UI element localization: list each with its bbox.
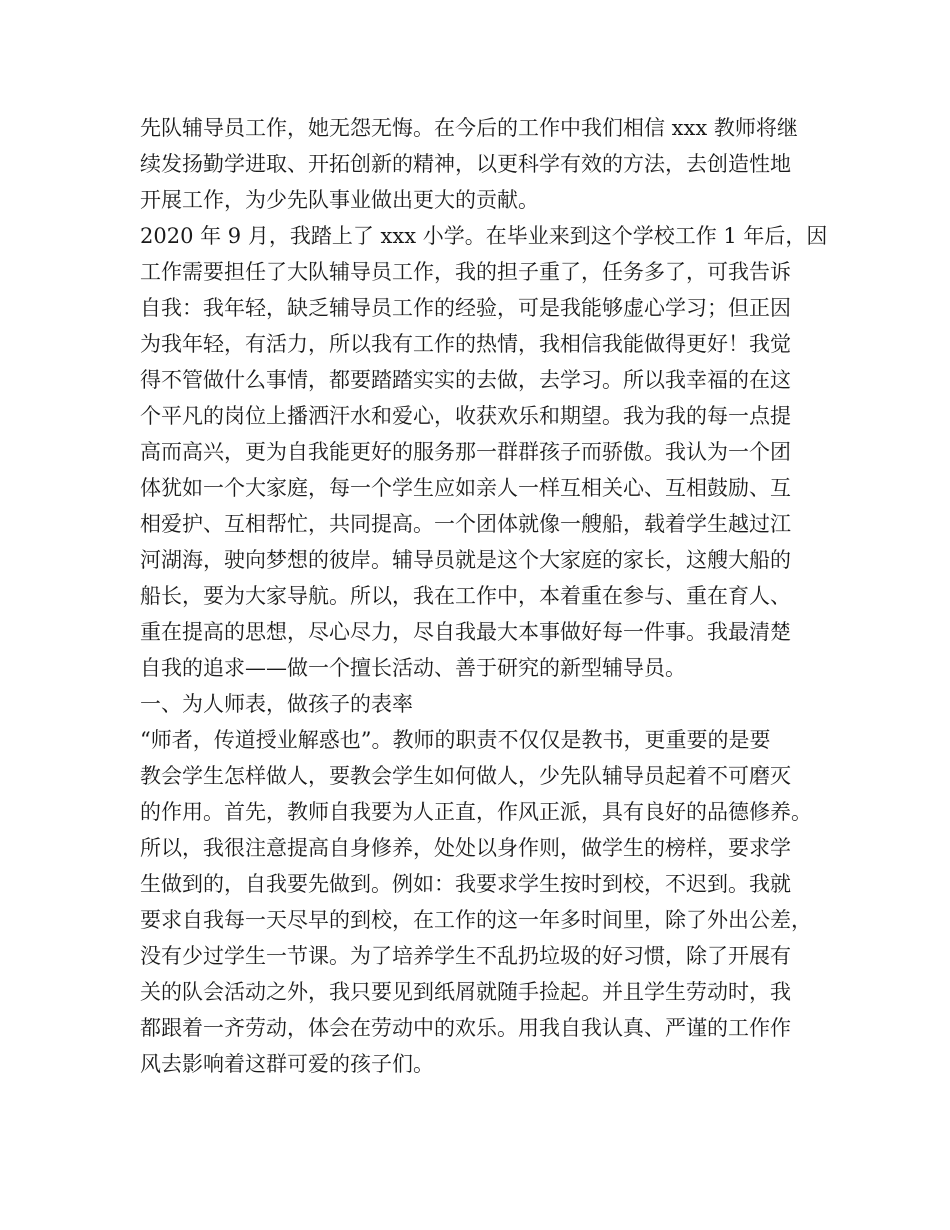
text-line: 体犹如一个大家庭，每一个学生应如亲人一样互相关心、互相鼓励、互	[140, 476, 791, 500]
text-line: 高而高兴，更为自我能更好的服务那一群群孩子而骄傲。我认为一个团	[140, 440, 791, 464]
text-line: 工作需要担任了大队辅导员工作，我的担子重了，任务多了，可我告诉	[140, 260, 791, 284]
text-line: 得不管做什么事情，都要踏踏实实的去做，去学习。所以我幸福的在这	[140, 368, 791, 392]
text-line: 重在提高的思想，尽心尽力，尽自我最大本事做好每一件事。我最清楚	[140, 620, 791, 644]
text-line: 个平凡的岗位上播洒汗水和爱心，收获欢乐和期望。我为我的每一点提	[140, 404, 791, 428]
text-line: 都跟着一齐劳动，体会在劳动中的欢乐。用我自我认真、严谨的工作作	[140, 1016, 791, 1040]
text-line: 先队辅导员工作，她无怨无悔。在今后的工作中我们相信 xxx 教师将继	[140, 116, 798, 140]
text-line: 风去影响着这群可爱的孩子们。	[140, 1052, 434, 1076]
text-line: 开展工作，为少先队事业做出更大的贡献。	[140, 188, 539, 212]
section-heading: 一、为人师表，做孩子的表率	[140, 692, 413, 716]
text-line: 船长，要为大家导航。所以，我在工作中，本着重在参与、重在育人、	[140, 584, 791, 608]
text-line: “师者，传道授业解惑也”。教师的职责不仅仅是教书，更重要的是要	[140, 728, 771, 752]
text-line: 教会学生怎样做人，要教会学生如何做人，少先队辅导员起着不可磨灭	[140, 764, 791, 788]
text-line: 所以，我很注意提高自身修养，处处以身作则，做学生的榜样，要求学	[140, 836, 791, 860]
text-line: 相爱护、互相帮忙，共同提高。一个团体就像一艘船，载着学生越过江	[140, 512, 791, 536]
text-line: 续发扬勤学进取、开拓创新的精神，以更科学有效的方法，去创造性地	[140, 152, 791, 176]
text-line: 的作用。首先，教师自我要为人正直，作风正派，具有良好的品德修养。	[140, 800, 812, 824]
text-line: 自我的追求——做一个擅长活动、善于研究的新型辅导员。	[140, 656, 686, 680]
text-line: 生做到的，自我要先做到。例如：我要求学生按时到校，不迟到。我就	[140, 872, 791, 896]
text-line: 自我：我年轻，缺乏辅导员工作的经验，可是我能够虚心学习；但正因	[140, 296, 791, 320]
text-line: 关的队会活动之外，我只要见到纸屑就随手捡起。并且学生劳动时，我	[140, 980, 791, 1004]
text-line: 2020 年 9 月，我踏上了 xxx 小学。在毕业来到这个学校工作 1 年后，因	[140, 224, 828, 248]
text-line: 河湖海，驶向梦想的彼岸。辅导员就是这个大家庭的家长，这艘大船的	[140, 548, 791, 572]
text-line: 没有少过学生一节课。为了培养学生不乱扔垃圾的好习惯，除了开展有	[140, 944, 791, 968]
text-line: 为我年轻，有活力，所以我有工作的热情，我相信我能做得更好！我觉	[140, 332, 791, 356]
body-text	[140, 110, 840, 1082]
text-line: 要求自我每一天尽早的到校，在工作的这一年多时间里，除了外出公差，	[140, 908, 812, 932]
